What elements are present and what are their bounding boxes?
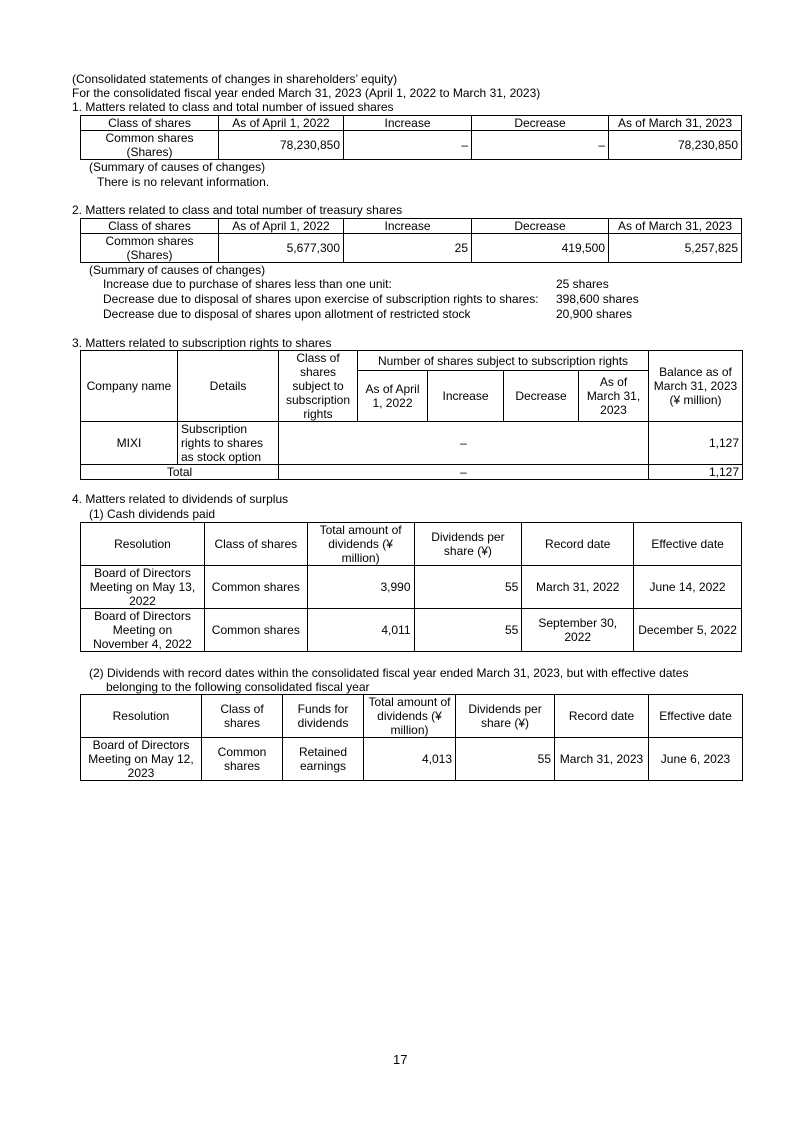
details-cell: Subscription rights to shares as stock option (178, 422, 279, 465)
header-cell: Resolution (81, 695, 202, 738)
header-cell: Company name (81, 351, 178, 422)
header-cell: As of March 31, 2023 (609, 219, 742, 234)
section4-title: 4. Matters related to dividends of surplus (72, 492, 289, 506)
header-cell: As of April 1, 2022 (219, 116, 344, 131)
subsection-title: (1) Cash dividends paid (89, 507, 216, 521)
class-cell: Common shares (Shares) (81, 234, 219, 263)
header-cell: As of April 1, 2022 (219, 219, 344, 234)
header-cell: Class of shares (204, 523, 307, 566)
subsection-title: (2) Dividends with record dates within the consolidated fiscal year ended March 31, 2023, but with effective dates (89, 666, 689, 680)
header-cell: Dividends per share (¥) (456, 695, 555, 738)
cause-value: 20,900 shares (556, 307, 633, 321)
table-row (81, 131, 742, 160)
header-cell: Class of shares (202, 695, 283, 738)
cause-value: 25 shares (556, 277, 609, 291)
page-number: 17 (393, 1052, 408, 1067)
table-row (81, 234, 742, 263)
header-cell: Details (178, 351, 279, 422)
value-cell: 25 (344, 234, 472, 263)
value-cell: – (472, 131, 609, 160)
table-header-row (81, 695, 743, 738)
per-share-cell: 55 (456, 738, 555, 781)
header-cell: Increase (344, 219, 472, 234)
header-cell: Funds for dividends (283, 695, 364, 738)
balance-cell: 1,127 (649, 465, 743, 480)
header-cell: Total amount of dividends (¥ million) (364, 695, 456, 738)
cash-dividends-table (80, 522, 742, 652)
table-row (81, 609, 742, 652)
resolution-cell: Board of Directors Meeting on May 12, 2023 (81, 738, 202, 781)
header-cell: Balance as of March 31, 2023 (¥ million) (649, 351, 743, 422)
header-cell: As of March 31, 2023 (609, 116, 742, 131)
resolution-cell: Board of Directors Meeting on May 13, 2022 (81, 566, 205, 609)
class-cell: Common shares (202, 738, 283, 781)
header-cell: As of April 1, 2022 (358, 371, 428, 422)
summary-title: (Summary of causes of changes) (89, 160, 266, 174)
cause-text: Decrease due to disposal of shares upon allotment of restricted stock (103, 307, 471, 321)
balance-cell: 1,127 (649, 422, 743, 465)
value-cell: 78,230,850 (609, 131, 742, 160)
amount-cell: 3,990 (307, 566, 414, 609)
value-cell: 78,230,850 (219, 131, 344, 160)
issued-shares-table (80, 115, 742, 160)
header-cell: Class of shares (81, 219, 219, 234)
cause-text: Decrease due to disposal of shares upon exercise of subscription rights to shares: (103, 292, 539, 306)
header-cell: Class of shares (81, 116, 219, 131)
table-header-row (81, 351, 743, 371)
header-cell: Effective date (649, 695, 743, 738)
header-cell: Effective date (634, 523, 742, 566)
fiscal-year-line: For the consolidated fiscal year ended March 31, 2023 (April 1, 2022 to March 31, 2023) (72, 86, 541, 100)
value-cell: 419,500 (472, 234, 609, 263)
subscription-rights-table (80, 350, 743, 480)
record-date-cell: March 31, 2023 (555, 738, 649, 781)
header-cell: Resolution (81, 523, 205, 566)
table-header-row (81, 523, 742, 566)
effective-date-cell: June 14, 2022 (634, 566, 742, 609)
header-cell: Decrease (472, 219, 609, 234)
section2-title: 2. Matters related to class and total number of treasury shares (72, 203, 403, 217)
header-cell: Record date (555, 695, 649, 738)
record-date-cell: September 30, 2022 (522, 609, 634, 652)
per-share-cell: 55 (414, 609, 522, 652)
header-cell: As of March 31, 2023 (579, 371, 649, 422)
subsection-title-cont: belonging to the following consolidated fiscal year (106, 680, 370, 694)
class-cell: Common shares (204, 566, 307, 609)
total-row (81, 465, 743, 480)
summary-title: (Summary of causes of changes) (89, 263, 266, 277)
effective-date-cell: December 5, 2022 (634, 609, 742, 652)
section3-title: 3. Matters related to subscription rights to shares (72, 336, 332, 350)
effective-date-cell: June 6, 2023 (649, 738, 743, 781)
cause-text: Increase due to purchase of shares less than one unit: (103, 277, 392, 291)
table-row (81, 566, 742, 609)
resolution-cell: Board of Directors Meeting on November 4, 2022 (81, 609, 205, 652)
header-cell: Decrease (504, 371, 579, 422)
header-cell: Increase (344, 116, 472, 131)
amount-cell: 4,011 (307, 609, 414, 652)
header-cell: Class of shares subject to subscription rights (279, 351, 358, 422)
header-cell: Dividends per share (¥) (414, 523, 522, 566)
record-date-cell: March 31, 2022 (522, 566, 634, 609)
class-cell: Common shares (204, 609, 307, 652)
table-row (81, 422, 743, 465)
table-row (81, 738, 743, 781)
class-cell: Common shares (Shares) (81, 131, 219, 160)
header-cell: Record date (522, 523, 634, 566)
treasury-shares-table (80, 218, 742, 263)
table-header-row (81, 116, 742, 131)
header-cell: Total amount of dividends (¥ million) (307, 523, 414, 566)
value-cell: – (279, 422, 649, 465)
header-cell: Increase (428, 371, 504, 422)
value-cell: 5,257,825 (609, 234, 742, 263)
total-label: Total (81, 465, 279, 480)
cause-value: 398,600 shares (556, 292, 639, 306)
value-cell: – (279, 465, 649, 480)
company-cell: MIXI (81, 422, 178, 465)
table-header-row (81, 219, 742, 234)
value-cell: 5,677,300 (219, 234, 344, 263)
funds-cell: Retained earnings (283, 738, 364, 781)
statement-title: (Consolidated statements of changes in shareholders’ equity) (72, 72, 398, 86)
header-cell: Decrease (472, 116, 609, 131)
future-dividends-table (80, 694, 743, 781)
amount-cell: 4,013 (364, 738, 456, 781)
section1-title: 1. Matters related to class and total number of issued shares (72, 100, 394, 114)
header-cell: Number of shares subject to subscription rights (358, 351, 649, 371)
value-cell: – (344, 131, 472, 160)
summary-text: There is no relevant information. (97, 175, 270, 189)
per-share-cell: 55 (414, 566, 522, 609)
